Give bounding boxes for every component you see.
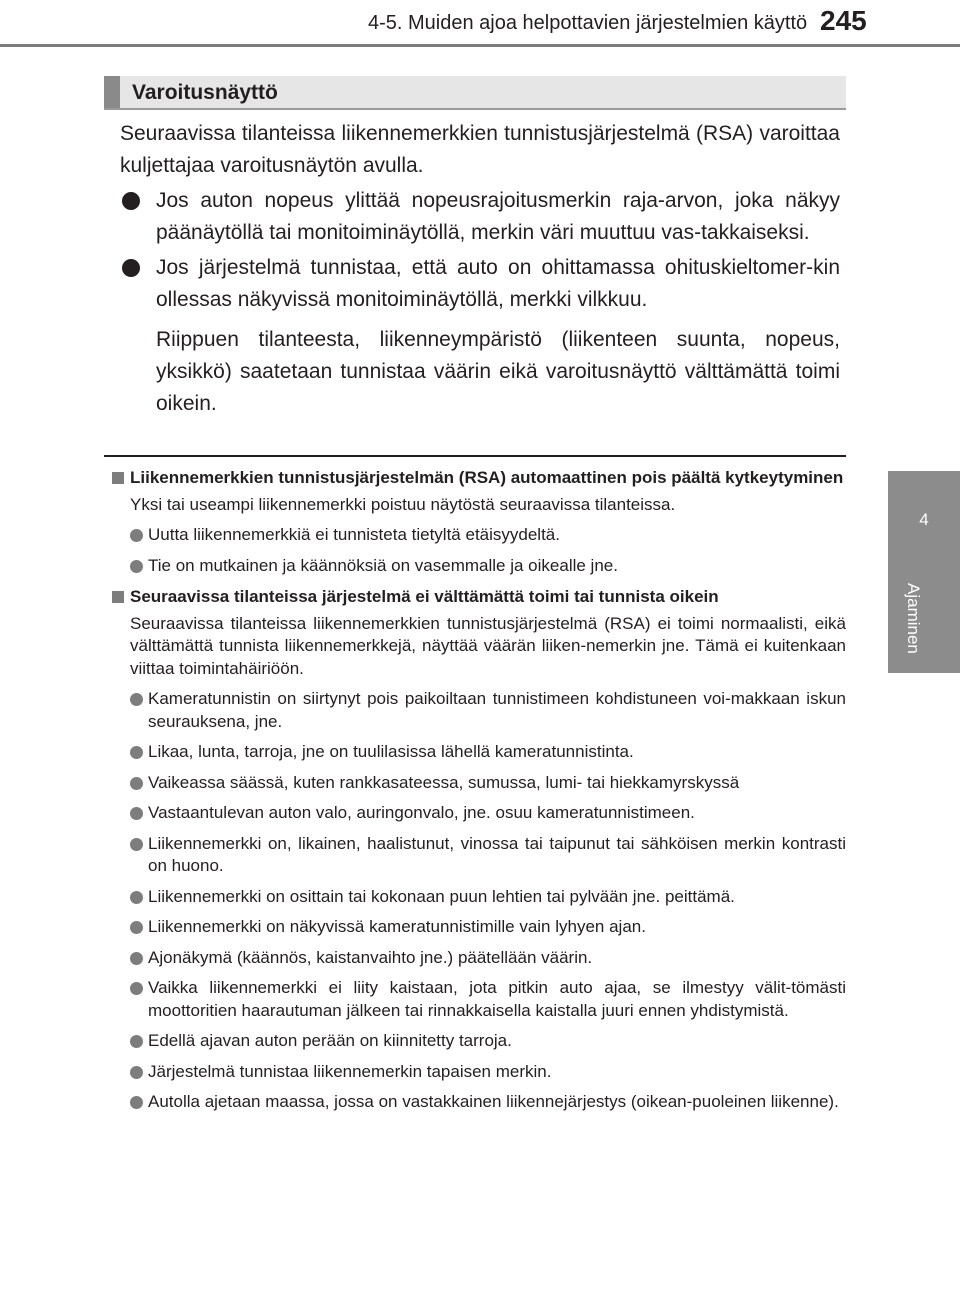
body-paragraph: Yksi tai useampi liikennemerkki poistuu näytöstä seuraavissa tilanteissa. [130, 494, 676, 514]
section-header-bar [104, 76, 120, 108]
bullet-dot-icon [130, 838, 143, 851]
list-item-text: Järjestelmä tunnistaa liikennemerkin tapaisen merkin. [148, 1061, 552, 1081]
chapter-tab-label: Ajaminen [904, 583, 923, 654]
bullet-dot-icon [130, 746, 143, 759]
bullet-dot-icon [130, 1066, 143, 1079]
subheading-text: Seuraavissa tilanteissa järjestelmä ei välttämättä toimi tai tunnista oikein [130, 587, 719, 606]
list-item-text: Ajonäkymä (käännös, kaistanvaihto jne.) päätellään väärin. [148, 947, 593, 967]
header-rule [0, 44, 960, 47]
running-header: 4-5. Muiden ajoa helpottavien järjestelmien käyttö [368, 12, 808, 34]
bullet-dot-icon [130, 560, 143, 573]
notes-block [110, 467, 846, 1114]
list-item [130, 916, 846, 939]
list-item [130, 772, 846, 795]
list-item-text: Liikennemerkki on näkyvissä kameratunnistimille vain lyhyen ajan. [148, 917, 646, 936]
bullet-dot-icon [130, 982, 143, 995]
section-note: Riippuen tilanteesta, liikenneympäristö (liikenteen suunta, nopeus, yksikkö) saatetaan tunnistaa väärin eikä varoitusnäyttö välttämättä toimi oikein. [156, 328, 840, 415]
list-item [130, 1061, 846, 1084]
list-item [130, 1091, 846, 1114]
list-item-text: Uutta liikennemerkkiä ei tunnisteta tietyltä etäisyydeltä. [148, 525, 560, 544]
list-item-text: Liikennemerkki on, likainen, haalistunut, vinossa tai taipunut tai sähköisen merkin kontrasti on huono. [148, 833, 846, 875]
section-divider [104, 455, 846, 457]
list-item-text: Vastaantulevan auton valo, auringonvalo, jne. osuu kameratunnistimeen. [148, 803, 695, 822]
subheading-text: Liikennemerkkien tunnistusjärjestelmän (RSA) automaattinen pois päältä kytkeytyminen [130, 468, 844, 487]
bullet-text: Jos järjestelmä tunnistaa, että auto on ohittamassa ohituskieltomer-kin ollessas näkyvissä monitoiminäytöllä, merkki vilkkuu. [156, 256, 840, 311]
body-paragraph: Seuraavissa tilanteissa liikennemerkkien tunnistusjärjestelmä (RSA) ei toimi normaalisti, eikä välttämättä tunnista liikennemerkkejä, näyttää väärän liiken-nemerkin jne. Tämä ei kuitenkaan viittaa toimintahäiriöön. [130, 613, 846, 678]
square-bullet-icon [112, 591, 124, 603]
chapter-tab [888, 471, 960, 673]
list-item-text: Likaa, lunta, tarroja, jne on tuulilasissa lähellä kameratunnistinta. [148, 742, 634, 761]
subheading-auto-off [110, 467, 846, 490]
section-body [120, 118, 840, 420]
spacer [110, 577, 846, 586]
list-item [130, 555, 846, 578]
bullet-dot-icon [130, 777, 143, 790]
section-bullet [120, 252, 840, 316]
list-item-text: Liikennemerkki on osittain tai kokonaan puun lehtien tai pylvään jne. peittämä. [148, 886, 735, 906]
list-item-text: Vaikka liikennemerkki ei liity kaistaan, jota pitkin auto ajaa, se ilmestyy välit-tömästi moottoritien haarautuman jälkeen tai rinnakkaisella kaistalla juuri ennen yhdistymistä. [148, 978, 846, 1020]
list-item [130, 688, 846, 733]
section-header [104, 76, 846, 110]
bullet-dot-icon [130, 693, 143, 706]
bullet-dot-icon [130, 807, 143, 820]
bullet-dot-icon [130, 891, 143, 904]
list-item [130, 741, 846, 764]
chapter-tab-number: 4 [919, 510, 929, 529]
list-item-text: Tie on mutkainen ja käännöksiä on vasemmalle ja oikealle jne. [148, 555, 618, 575]
section-bullet [120, 185, 840, 249]
list-item [130, 833, 846, 878]
list-item-text: Kameratunnistin on siirtynyt pois paikoiltaan tunnistimeen kohdistuneen voi-makkaan iskun seurauksena, jne. [148, 689, 846, 731]
bullet-dot-icon [130, 1035, 143, 1048]
list-item [130, 1030, 846, 1053]
page-number: 245 [820, 5, 867, 36]
list-item [130, 977, 846, 1022]
square-bullet-icon [112, 472, 124, 484]
bullet-dot-icon [130, 952, 143, 965]
list-item-text: Autolla ajetaan maassa, jossa on vastakkainen liikennejärjestys (oikean-puoleinen liikenne). [148, 1092, 839, 1111]
bullet-dot-icon [122, 192, 140, 210]
list-item-text: Vaikeassa säässä, kuten rankkasateessa, sumussa, lumi- tai hiekkamyrskyssä [148, 772, 740, 792]
section-intro: Seuraavissa tilanteissa liikennemerkkien tunnistusjärjestelmä (RSA) varoittaa kuljettajaa varoitusnäytön avulla. [120, 122, 840, 177]
bullet-dot-icon [130, 1096, 143, 1109]
bullet-dot-icon [130, 529, 143, 542]
subheading-malfunction [110, 586, 846, 609]
list-item [130, 886, 846, 909]
bullet-dot-icon [122, 259, 140, 277]
list-item [130, 524, 846, 547]
list-item [130, 947, 846, 970]
list-item [130, 802, 846, 825]
section-title: Varoitusnäyttö [132, 81, 278, 104]
list-item-text: Edellä ajavan auton perään on kiinnitetty tarroja. [148, 1031, 512, 1050]
bullet-dot-icon [130, 921, 143, 934]
bullet-text: Jos auton nopeus ylittää nopeusrajoitusmerkin raja-arvon, joka näkyy päänäytöllä tai monitoiminäytöllä, merkin väri muuttuu vas-takkaiseksi. [156, 189, 840, 244]
